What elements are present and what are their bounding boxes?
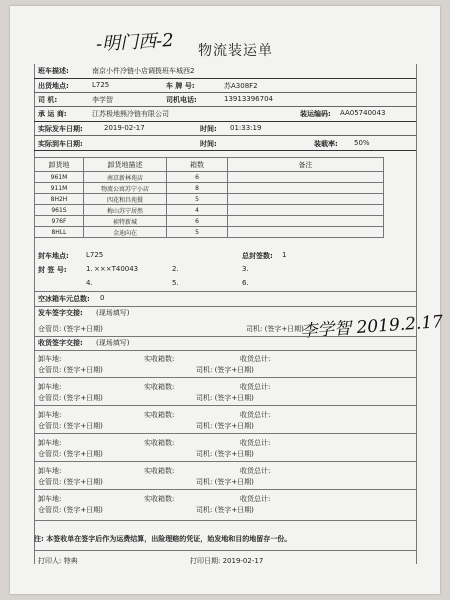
receipt-keeper: 仓管员: (签字+日期) — [38, 450, 103, 458]
depart-date-label: 实际发车日期: — [38, 125, 83, 133]
route-label: 班车描述: — [38, 67, 69, 75]
empty-box-row — [34, 294, 416, 306]
dispatch-label: 发车签字交接: — [38, 309, 83, 317]
receipt-keeper: 仓管员: (签字+日期) — [38, 422, 103, 430]
depart-time: 01:33:19 — [230, 124, 262, 132]
unload-place: 卸车地: — [38, 383, 62, 391]
col-header-desc: 卸货地描述 — [84, 158, 167, 172]
receipt-block-2 — [34, 380, 416, 406]
receipt-driver: 司机: (签字+日期) — [196, 422, 254, 430]
actual-boxes: 实收箱数: — [144, 495, 175, 503]
footer-note: 注: 本签收单在签字后作为运费结算，出险理赔的凭证，始发地和目的地留存一份。 — [34, 535, 292, 543]
driver-value: 李学智 — [92, 96, 113, 104]
actual-boxes: 实收箱数: — [144, 467, 175, 475]
dispatch-driver: 司机: (签字+日期) — [246, 325, 304, 333]
divider — [34, 461, 416, 462]
driver-row — [34, 93, 416, 107]
seal-count-label: 总封签数: — [242, 252, 273, 260]
table-row — [35, 194, 384, 205]
route-row — [34, 64, 416, 79]
plate-label: 车 牌 号: — [166, 82, 195, 90]
divider — [34, 291, 416, 292]
origin-label: 出货地点: — [38, 82, 69, 90]
cell-note — [228, 216, 384, 227]
depart-row — [34, 122, 416, 136]
empty-box-label: 空冰箱车元总数: — [38, 295, 90, 303]
cell-desc: 南京新林苑店 — [84, 172, 167, 183]
cell-note — [228, 227, 384, 238]
table-row — [35, 216, 384, 227]
recv-total: 收货总计: — [240, 467, 271, 475]
seal-no-1-index: 1. — [86, 265, 93, 273]
unload-place: 卸车地: — [38, 495, 62, 503]
table-row — [35, 183, 384, 194]
divider — [34, 350, 416, 351]
seal-location-label: 封车地点: — [38, 252, 69, 260]
seal-no-4-index: 4. — [86, 279, 93, 287]
driver-signature: 李学智 2019.2.17 — [299, 312, 444, 342]
depart-time-label: 时间: — [200, 125, 217, 133]
origin-row — [34, 79, 416, 93]
seal-no-6-index: 6. — [242, 279, 249, 287]
cell-boxes: 8 — [167, 183, 228, 194]
print-date-value: 2019-02-17 — [222, 557, 264, 565]
cell-boxes: 6 — [167, 216, 228, 227]
receive-hint: (现场填写) — [96, 339, 130, 347]
col-header-code: 卸货地 — [35, 158, 84, 172]
divider — [34, 433, 416, 434]
plate-value: 苏A308F2 — [224, 82, 258, 90]
cell-desc: 物流公寓苏宁小店 — [84, 183, 167, 194]
driver-phone-label: 司机电话: — [166, 96, 197, 104]
receipt-driver: 司机: (签字+日期) — [196, 478, 254, 486]
actual-boxes: 实收箱数: — [144, 383, 175, 391]
print-date-label: 打印日期: — [190, 557, 221, 565]
cell-boxes: 5 — [167, 194, 228, 205]
carrier-label: 承 运 商: — [38, 110, 67, 118]
recv-total: 收货总计: — [240, 383, 271, 391]
seal-location-row — [34, 251, 416, 265]
divider — [34, 306, 416, 307]
seal-no-5-index: 5. — [172, 279, 179, 287]
unload-place: 卸车地: — [38, 439, 62, 447]
print-date-row — [190, 556, 263, 566]
receipt-block-3 — [34, 408, 416, 434]
receipt-block-1 — [34, 352, 416, 378]
cell-code: 961S — [35, 205, 84, 216]
cell-desc: 四花和昌苑摄 — [84, 194, 167, 205]
cell-boxes: 5 — [167, 227, 228, 238]
divider — [34, 377, 416, 378]
divider — [34, 336, 416, 337]
recv-total: 收货总计: — [240, 495, 271, 503]
receive-row — [34, 338, 416, 350]
seal-no-2-index: 2. — [172, 265, 179, 273]
cell-boxes: 4 — [167, 205, 228, 216]
dispatch-keeper: 仓管员: (签字+日期) — [38, 325, 103, 333]
receipt-driver: 司机: (签字+日期) — [196, 394, 254, 402]
unload-place: 卸车地: — [38, 467, 62, 475]
depart-date: 2019-02-17 — [104, 124, 145, 132]
seal-numbers-label: 封 签 号: — [38, 266, 67, 274]
cell-note — [228, 183, 384, 194]
seal-count-value: 1 — [282, 251, 287, 259]
receipt-block-6 — [34, 492, 416, 518]
carrier-value: 江苏极地熊冷链有限公司 — [92, 110, 169, 118]
seal-numbers-block — [34, 265, 416, 291]
cell-note — [228, 172, 384, 183]
cell-desc: 金迪向在 — [84, 227, 167, 238]
document-title: 物流装运单 — [198, 43, 273, 59]
receipt-keeper: 仓管员: (签字+日期) — [38, 366, 103, 374]
seal-no-3-index: 3. — [242, 265, 249, 273]
recv-total: 收货总计: — [240, 439, 271, 447]
col-header-note: 备注 — [228, 158, 384, 172]
load-code-label: 装运编码: — [300, 110, 331, 118]
receipt-driver: 司机: (签字+日期) — [196, 506, 254, 514]
unload-place: 卸车地: — [38, 355, 62, 363]
divider — [34, 405, 416, 406]
col-header-boxes: 箱数 — [167, 158, 228, 172]
cell-code: 911M — [35, 183, 84, 194]
load-code-value: AA05740043 — [340, 109, 386, 117]
carrier-row — [34, 107, 416, 122]
arrive-date-label: 实际到车日期: — [38, 140, 83, 148]
cell-desc: 梅山苏宁居然 — [84, 205, 167, 216]
arrive-time-label: 时间: — [200, 140, 217, 148]
cell-code: 976F — [35, 216, 84, 227]
load-rate-value: 50% — [354, 139, 370, 147]
receipt-keeper: 仓管员: (签字+日期) — [38, 478, 103, 486]
origin-value: L725 — [92, 81, 110, 89]
receipt-driver: 司机: (签字+日期) — [196, 366, 254, 374]
cell-code: 8HLL — [35, 227, 84, 238]
divider — [34, 489, 416, 490]
driver-phone-value: 13913396704 — [224, 95, 273, 103]
printer-value: 特典 — [63, 557, 78, 565]
printer-row — [38, 556, 78, 566]
receive-label: 收货签字交接: — [38, 339, 83, 347]
table-row — [35, 205, 384, 216]
receipt-keeper: 仓管员: (签字+日期) — [38, 394, 103, 402]
receipt-driver: 司机: (签字+日期) — [196, 450, 254, 458]
empty-box-value: 0 — [100, 294, 105, 302]
recv-total: 收货总计: — [240, 411, 271, 419]
table-row — [35, 172, 384, 183]
cell-note — [228, 194, 384, 205]
cell-boxes: 6 — [167, 172, 228, 183]
seal-no-1-value: ×××T40043 — [94, 265, 139, 273]
handwritten-note: -明门西-2 — [95, 29, 175, 56]
unload-table — [34, 157, 384, 238]
driver-label: 司 机: — [38, 96, 58, 104]
recv-total: 收货总计: — [240, 355, 271, 363]
cell-desc: 祯特新城 — [84, 216, 167, 227]
cell-code: 961M — [35, 172, 84, 183]
table-row — [35, 227, 384, 238]
receipt-block-4 — [34, 436, 416, 462]
seal-location-value: L725 — [86, 251, 104, 259]
receipt-keeper: 仓管员: (签字+日期) — [38, 506, 103, 514]
unload-place: 卸车地: — [38, 411, 62, 419]
divider — [34, 520, 416, 521]
actual-boxes: 实收箱数: — [144, 411, 175, 419]
load-rate-label: 装载率: — [314, 140, 338, 148]
cell-code: 8H2H — [35, 194, 84, 205]
receipt-block-5 — [34, 464, 416, 490]
cell-note — [228, 205, 384, 216]
divider — [34, 550, 416, 551]
actual-boxes: 实收箱数: — [144, 355, 175, 363]
route-value: 南京小件冷链小店调拨班车城西2 — [92, 67, 195, 75]
printer-label: 打印人: — [38, 557, 62, 565]
arrive-row — [34, 137, 416, 151]
actual-boxes: 实收箱数: — [144, 439, 175, 447]
dispatch-hint: (现场填写) — [96, 309, 130, 317]
